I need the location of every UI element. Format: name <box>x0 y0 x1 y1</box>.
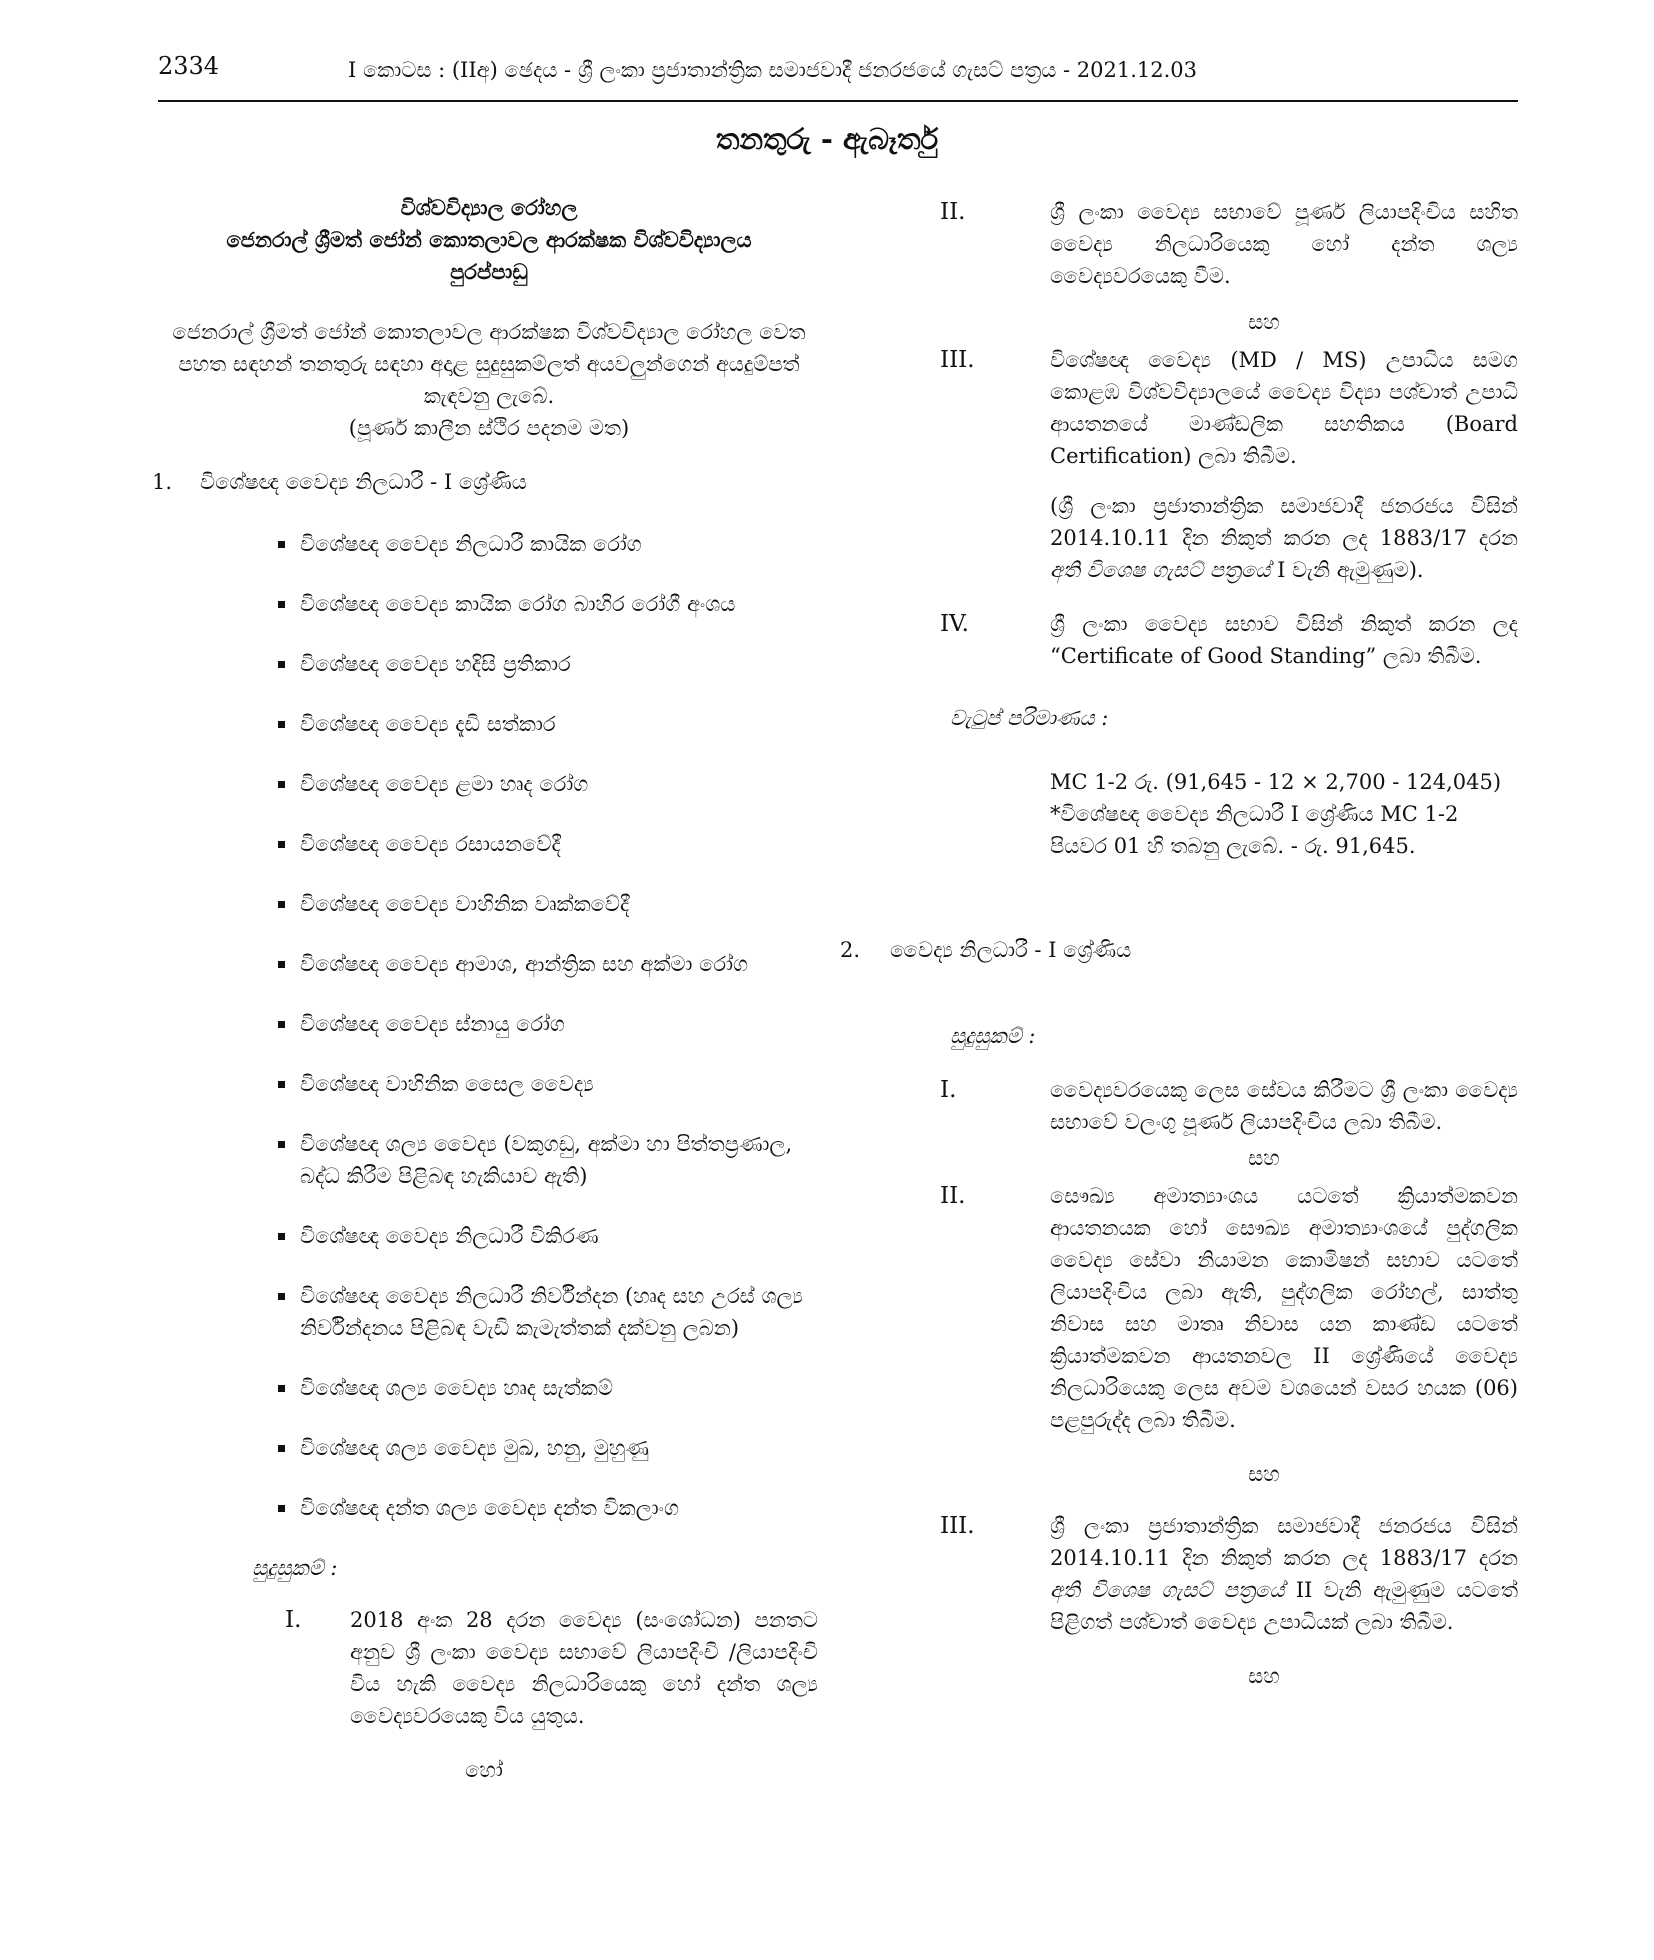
list-item: විශේෂඥ වෛද්‍ය නිලධාරී නිර්වින්දන (හෘද සහ උරස් ශල්‍ය නිර්වින්දනය පිළිබඳ වැඩි කැමැත්තක් දක්වනු ලබන) <box>278 1280 818 1344</box>
qualification-item <box>840 344 1518 472</box>
qualification-item <box>840 196 1518 292</box>
roman-numeral: I. <box>285 1607 302 1633</box>
connector-and: සහ <box>1248 1146 1280 1170</box>
qualifications-label: සුදුසුකම් : <box>950 1024 1036 1048</box>
category-2-heading <box>840 934 1518 966</box>
heading-line-1: විශ්වවිද්‍යාල රෝහල <box>400 195 578 220</box>
list-item: විශේෂඥ වෛද්‍ය රසායනවේදී <box>278 828 818 860</box>
square-bullet-icon <box>278 1385 285 1392</box>
square-bullet-icon <box>278 781 285 788</box>
connector-and: සහ <box>1248 1462 1280 1486</box>
qualification-item <box>840 1074 1518 1138</box>
square-bullet-icon <box>278 1293 285 1300</box>
gazette-reference: අති විශෙෂ ගැසට් පත්‍රයේ <box>1050 1578 1285 1602</box>
square-bullet-icon <box>278 1505 285 1512</box>
list-item: විශේෂඥ වෛද්‍ය දැඩි සත්කාර <box>278 708 818 740</box>
square-bullet-icon <box>278 841 285 848</box>
category-2-title: වෛද්‍ය නිලධාරී - I ශ්‍රේණිය <box>890 938 1132 962</box>
qualification-text: ශ්‍රී ලංකා වෛද්‍ය සභාවේ පූර්ණ ලියාපදිංචිය සහිත වෛද්‍ය නිලධාරියෙකු හෝ දන්ත ශල්‍ය වෛද්‍යවරයෙකු වීම. <box>1050 200 1518 288</box>
qualification-note: (ශ්‍රී ලංකා ප්‍රජාතාන්ත්‍රික සමාජවාදී ජනරජය විසින් 2014.10.11 දින නිකුත් කරන ලද 1883/17 දරන අති විශෙෂ ගැසට් පත්‍රයේ I වැනි ඇමුණුම). <box>1050 494 1518 582</box>
salary-scale <box>840 766 1518 862</box>
gazette-reference: අති විශෙෂ ගැසට් පත්‍රයේ <box>1050 558 1271 582</box>
list-item: විශේෂඥ වෛද්‍ය ආමාශ, ආන්ත්‍රික සහ අක්මා රෝග <box>278 948 818 980</box>
qualification-text: ශ්‍රී ලංකා වෛද්‍ය සභාව විසින් නිකුත් කරන ලද “Certificate of Good Standing” ලබා තිබීම. <box>1050 612 1518 668</box>
page-header <box>158 50 1518 102</box>
list-item: විශේෂඥ වාහිනික සෛල වෛද්‍ය <box>278 1068 818 1100</box>
roman-numeral: II. <box>940 1183 966 1209</box>
intro-text: ජෙනරාල් ශ්‍රීමත් ජෝන් කොතලාවල ආරක්ෂක විශ්වවිද්‍යාල රෝහල වෙත පහත සඳහන් තනතුරු සඳහා අදාළ සුදුසුකම්ලත් අයවලුන්ගෙන් අයදුම්පත් කැඳවනු ලැබේ. <box>172 320 806 408</box>
list-item: විශේෂඥ ශල්‍ය වෛද්‍ය (වකුගඩු, අක්මා හා පිත්තප්‍රණාල, බද්ධ කිරීම පිළිබඳ හැකියාව ඇති) <box>278 1128 818 1192</box>
connector-and: සහ <box>1248 1664 1280 1688</box>
connector-or: හෝ <box>465 1758 503 1782</box>
category-1-heading <box>150 466 818 498</box>
list-item: විශේෂඥ ශල්‍ය වෛද්‍ය මුඛ, හනු, මුහුණු <box>278 1432 818 1464</box>
category-1-title: විශේෂඥ වෛද්‍ය නිලධාරී - I ශ්‍රේණිය <box>200 470 527 494</box>
qualification-item <box>150 1604 818 1732</box>
square-bullet-icon <box>278 1021 285 1028</box>
list-item: විශේෂඥ වෛද්‍ය නිලධාරී විකිරණ <box>278 1220 818 1252</box>
square-bullet-icon <box>278 901 285 908</box>
square-bullet-icon <box>278 601 285 608</box>
intro-note: (පූර්ණ කාලීන ස්ථිර පදනම මත) <box>348 416 630 440</box>
square-bullet-icon <box>278 1233 285 1240</box>
square-bullet-icon <box>278 961 285 968</box>
list-item: විශේෂඥ වෛද්‍ය ළමා හෘද රෝග <box>278 768 818 800</box>
section-title: තනතුරු - ඇබෑර්තු <box>715 122 939 156</box>
square-bullet-icon <box>278 1445 285 1452</box>
right-column <box>840 192 1518 1698</box>
page-number: 2334 <box>158 52 220 80</box>
qualification-text: විශේෂඥ වෛද්‍ය (MD / MS) උපාධිය සමග කොළඹ විශ්වවිද්‍යාලයේ වෛද්‍ය විද්‍යා පශ්චාත් උපාධි ආයතනයේ මාණ්ඩලික සහතිකය (Board Certification) ලබා තිබීම. <box>1050 348 1518 468</box>
square-bullet-icon <box>278 1081 285 1088</box>
connector-and: සහ <box>1248 310 1280 334</box>
qualification-item <box>840 1180 1518 1436</box>
square-bullet-icon <box>278 661 285 668</box>
roman-numeral: II. <box>940 199 966 225</box>
qualification-item <box>840 608 1518 672</box>
salary-line-1: MC 1-2 රු. (91,645 - 12 × 2,700 - 124,045) <box>1050 770 1502 794</box>
list-item: විශේෂඥ වෛද්‍ය වාහිනික වෘක්කවේදී <box>278 888 818 920</box>
category-1-number: 1. <box>152 470 173 494</box>
qualification-text: 2018 අංක 28 දරන වෛද්‍ය (සංශෝධන) පනතට අනුව ශ්‍රී ලංකා වෛද්‍ය සභාවේ ලියාපදිංචි /ලියාපදිංචි විය හැකි වෛද්‍ය නිලධාරියෙකු හෝ දන්ත ශල්‍ය වෛද්‍යවරයෙකු විය යුතුය. <box>350 1608 818 1728</box>
list-item: විශේෂඥ වෛද්‍ය හදිසි ප්‍රතිකාර <box>278 648 818 680</box>
roman-numeral: IV. <box>940 611 969 637</box>
roman-numeral: III. <box>940 1513 975 1539</box>
list-item: විශේෂඥ වෛද්‍ය කායික රෝග බාහිර රෝගී අංශය <box>278 588 818 620</box>
square-bullet-icon <box>278 541 285 548</box>
intro-paragraph <box>170 316 808 444</box>
qualification-text: වෛද්‍යවරයෙකු ලෙස සේවය කිරීමට ශ්‍රී ලංකා වෛද්‍ය සභාවේ වලංගු පූර්ණ ලියාපදිංචිය ලබා තිබීම. <box>1050 1078 1518 1134</box>
list-item: විශේෂඥ වෛද්‍ය නිලධාරී කායික රෝග <box>278 528 818 560</box>
salary-line-2: *විශේෂඥ වෛද්‍ය නිලධාරී I ශ්‍රේණිය MC 1-2 පියවර 01 හි තබනු ලැබේ. - රු. 91,645. <box>1050 802 1459 858</box>
square-bullet-icon <box>278 721 285 728</box>
square-bullet-icon <box>278 1141 285 1148</box>
roman-numeral: I. <box>940 1077 957 1103</box>
qualification-item: III. ශ්‍රී ලංකා ප්‍රජාතාන්ත්‍රික සමාජවාදී ජනරජය විසින් 2014.10.11 දින නිකුත් කරන ලද 1883/17 දරන අති විශෙෂ ගැසට් පත්‍රයේ II වැනි ඇමුණුම යටතේ පිළිගත් පශ්චාත් වෛද්‍ය උපාධියක් ලබා තිබීම. <box>840 1510 1518 1638</box>
salary-label: වැටුප් පරිමාණය : <box>950 706 1109 730</box>
post-list <box>150 528 818 1524</box>
list-item: විශේෂඥ දන්ත ශල්‍ය වෛද්‍ය දන්ත විකලාංග <box>278 1492 818 1524</box>
qualifications-label: සුදුසුකම් : <box>252 1556 338 1580</box>
left-column <box>150 192 818 1786</box>
list-item: විශේෂඥ ශල්‍ය වෛද්‍ය හෘද සැත්කම් <box>278 1372 818 1404</box>
notice-heading <box>170 192 808 288</box>
roman-numeral: III. <box>940 347 975 373</box>
category-2-number: 2. <box>840 938 861 962</box>
qualification-text: සෞඛ්‍ය අමාත්‍යාංශය යටතේ ක්‍රියාත්මකවන ආයතනයක හෝ සෞඛ්‍ය අමාත්‍යාංශයේ පුද්ගලික වෛද්‍ය සේවා නියාමන කොමිෂන් සභාව යටතේ ලියාපදිංචිය ලබා ඇති, පුද්ගලික රෝහල්, සාත්තු නිවාස සහ මාතෘ නිවාස යන කාණ්ඩ යටතේ ක්‍රියාත්මකවන ආයතනවල II ශ්‍රේණියේ වෛද්‍ය නිලධාරියෙකු ලෙස අවම වශයෙන් වසර හයක (06) පළපුරුද්ද ලබා තිබීම. <box>1050 1184 1518 1432</box>
gazette-header-title: I කොටස : (IIඅ) ඡෙදය - ශ්‍රී ලංකා ප්‍රජාතාන්ත්‍රික සමාජවාදී ජනරජයේ ගැසට් පත්‍රය - 2021.12.03 <box>348 58 1198 82</box>
heading-line-2: ජෙනරාල් ශ්‍රීමත් ජෝන් කොතලාවල ආරක්ෂක විශ්වවිද්‍යාලය <box>226 227 752 252</box>
list-item: විශේෂඥ වෛද්‍ය ස්නායු රෝග <box>278 1008 818 1040</box>
heading-line-3: පුරප්පාඩු <box>450 259 528 284</box>
